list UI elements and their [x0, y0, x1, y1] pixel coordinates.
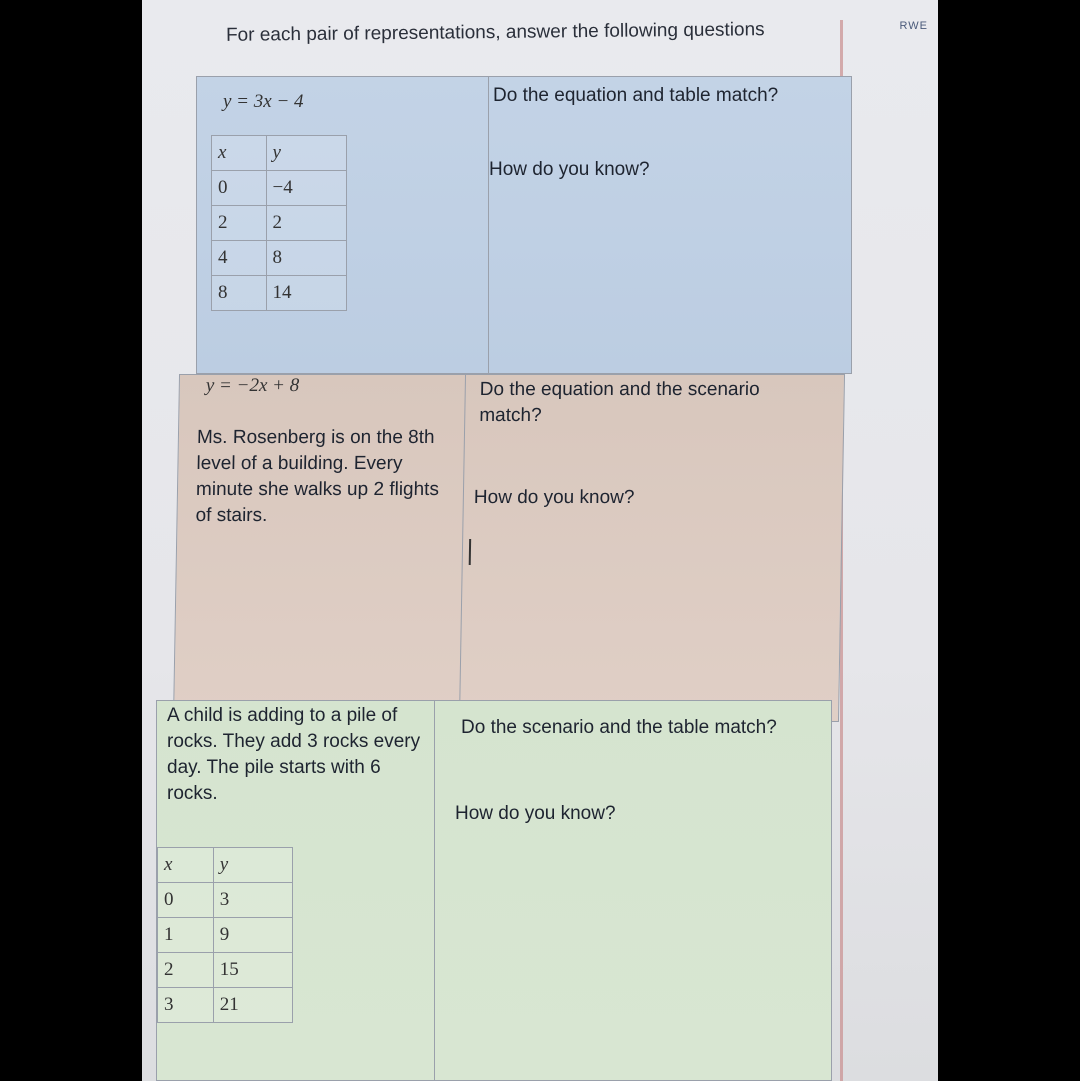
row3-question: Do the scenario and the table match?: [461, 717, 777, 738]
row3-scenario: A child is adding to a pile of rocks. They add 3 rocks every day. The pile starts with 6 rocks.: [167, 705, 421, 804]
row1-y-3: 14: [266, 276, 347, 311]
row1-right-cell[interactable]: [489, 77, 851, 373]
row3-left-cell: [157, 701, 435, 1080]
row1-left-cell: [197, 77, 489, 373]
row1-y-1: 2: [266, 206, 347, 241]
row2-followup: How do you know?: [473, 487, 635, 508]
row1-y-0: −4: [266, 171, 347, 206]
row1-x-2: 4: [212, 241, 267, 276]
row3-value-table: [157, 847, 293, 1023]
corner-label: RWE: [899, 20, 928, 32]
row2-equation: y = −2x + 8: [205, 375, 300, 396]
row1-x-1: 2: [212, 206, 267, 241]
row-equation-scenario: [173, 374, 845, 722]
row3-x-1: 1: [158, 918, 214, 953]
worksheet-table: [142, 0, 938, 1081]
row1-x-0: 0: [212, 171, 267, 206]
row1-equation: y = 3x − 4: [223, 91, 304, 112]
row1-header-x: x: [212, 136, 267, 171]
row3-followup: How do you know?: [455, 803, 616, 824]
row1-question: Do the equation and table match?: [493, 85, 779, 106]
row3-y-3: 21: [213, 988, 292, 1023]
row3-y-2: 15: [213, 953, 292, 988]
row-equation-table: [196, 76, 852, 374]
row-scenario-table: [156, 700, 832, 1081]
row3-y-1: 9: [213, 918, 292, 953]
instruction-text: For each pair of representations, answer the following questions: [225, 19, 765, 46]
row2-left-cell: [174, 375, 466, 721]
row3-x-3: 3: [158, 988, 214, 1023]
row3-right-cell[interactable]: [435, 701, 831, 1080]
row2-question: Do the equation and the scenario match?: [479, 379, 760, 426]
row3-header-y: y: [213, 848, 292, 883]
row3-y-0: 3: [213, 883, 292, 918]
row3-header-x: x: [158, 848, 214, 883]
row1-x-3: 8: [212, 276, 267, 311]
row1-value-table: [211, 135, 347, 311]
row2-right-cell[interactable]: [460, 375, 844, 721]
row3-x-2: 2: [158, 953, 214, 988]
text-cursor: [469, 539, 471, 565]
row1-y-2: 8: [266, 241, 347, 276]
row3-x-0: 0: [158, 883, 214, 918]
row1-header-y: y: [266, 136, 347, 171]
row1-followup: How do you know?: [489, 159, 650, 180]
worksheet-page: [142, 0, 938, 1081]
row2-scenario: Ms. Rosenberg is on the 8th level of a building. Every minute she walks up 2 flights of stairs.: [195, 427, 440, 526]
